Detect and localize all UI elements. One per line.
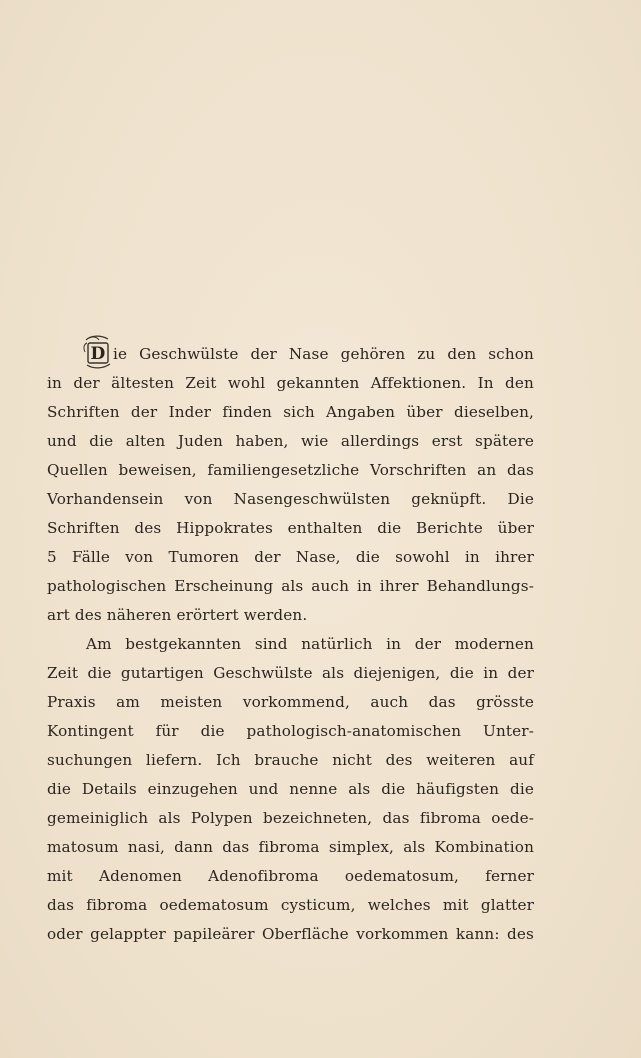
paragraph-2-line-9: mit Adenomen Adenofibroma oedematosum, ferner — [47, 867, 534, 885]
body-text — [47, 340, 534, 949]
paragraph-1-line-1 — [47, 340, 534, 369]
paragraph-2-line-7: gemeiniglich als Polypen bezeichneten, das fibroma oede- — [47, 809, 534, 827]
ornamental-initial-d-icon — [83, 334, 113, 370]
paragraph-1-line-7: Schriften des Hippokrates enthalten die Berichte über — [47, 519, 534, 537]
paragraph-2-line-4: Kontingent für die pathologisch-anatomischen Unter- — [47, 722, 534, 740]
paragraph-1 — [47, 340, 534, 630]
paragraph-1-line-8: 5 Fälle von Tumoren der Nase, die sowohl in ihrer — [47, 548, 534, 566]
paragraph-2 — [47, 630, 534, 949]
paragraph-2-line-8: matosum nasi, dann das fibroma simplex, als Kombination — [47, 838, 534, 856]
paragraph-2-line-5: suchungen liefern. Ich brauche nicht des weiteren auf — [47, 751, 534, 769]
paragraph-1-line-2: in der ältesten Zeit wohl gekannten Affektionen. In den — [47, 374, 534, 392]
paragraph-1-line-9: pathologischen Erscheinung als auch in ihrer Behandlungs- — [47, 577, 534, 595]
paragraph-2-line-10: das fibroma oedematosum cysticum, welches mit glatter — [47, 896, 534, 914]
paragraph-1-line-10: art des näheren erörtert werden. — [47, 606, 308, 624]
paragraph-2-line-6: die Details einzugehen und nenne als die häufigsten die — [47, 780, 534, 798]
paragraph-2-line-2: Zeit die gutartigen Geschwülste als diejenigen, die in der — [47, 664, 534, 682]
paragraph-1-line-6: Vorhandensein von Nasengeschwülsten geknüpft. Die — [47, 490, 534, 508]
paragraph-2-line-11: oder gelappter papileärer Oberfläche vorkommen kann: des — [47, 925, 534, 943]
paragraph-2-line-3: Praxis am meisten vorkommend, auch das grösste — [47, 693, 534, 711]
paragraph-2-line-1: Am bestgekannten sind natürlich in der modernen — [86, 635, 534, 653]
first-line-text: ie Geschwülste der Nase gehören zu den schon — [113, 345, 534, 363]
paragraph-1-line-3: Schriften der Inder finden sich Angaben über dieselben, — [47, 403, 534, 421]
paragraph-1-line-4: und die alten Juden haben, wie allerdings erst spätere — [47, 432, 534, 450]
paragraph-1-line-5: Quellen beweisen, familiengesetzliche Vorschriften an das — [47, 461, 534, 479]
dropcap-letter: D — [90, 344, 106, 364]
